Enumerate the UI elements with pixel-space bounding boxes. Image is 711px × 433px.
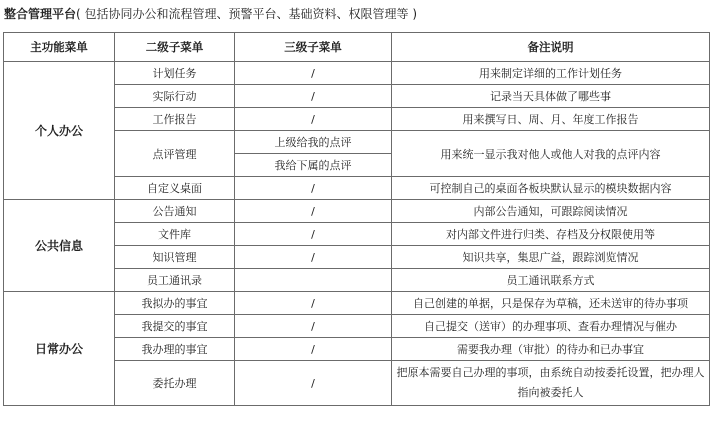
- third-menu: /: [235, 315, 392, 338]
- table-header-row: [4, 33, 710, 62]
- third-menu: /: [235, 292, 392, 315]
- third-menu: /: [235, 223, 392, 246]
- note: 用来制定详细的工作计划任务: [392, 62, 710, 85]
- third-menu: /: [235, 177, 392, 200]
- third-menu: [235, 269, 392, 292]
- table-row: [4, 200, 710, 223]
- sub-menu: 工作报告: [115, 108, 235, 131]
- menu-table: [3, 32, 710, 406]
- note: 自己创建的单据，只是保存为草稿，还未送审的待办事项: [392, 292, 710, 315]
- third-menu: 我给下属的点评: [235, 154, 392, 177]
- third-menu: /: [235, 85, 392, 108]
- sub-menu: 文件库: [115, 223, 235, 246]
- note: 记录当天具体做了哪些事: [392, 85, 710, 108]
- third-menu: 上级给我的点评: [235, 131, 392, 154]
- sub-menu: 知识管理: [115, 246, 235, 269]
- sub-menu: 员工通讯录: [115, 269, 235, 292]
- header-third-menu: 三级子菜单: [235, 33, 392, 62]
- main-menu-daily-office: 日常办公: [4, 292, 115, 406]
- third-menu: /: [235, 338, 392, 361]
- third-menu: /: [235, 62, 392, 85]
- sub-menu: 我办理的事宜: [115, 338, 235, 361]
- title-rest: ( 包括协同办公和流程管理、预警平台、基础资料、权限管理等 ): [76, 7, 418, 21]
- sub-menu: 我提交的事宜: [115, 315, 235, 338]
- sub-menu: 我拟办的事宜: [115, 292, 235, 315]
- third-menu: /: [235, 200, 392, 223]
- third-menu: /: [235, 108, 392, 131]
- note: 对内部文件进行归类、存档及分权限使用等: [392, 223, 710, 246]
- table-row: [4, 62, 710, 85]
- sub-menu: 自定义桌面: [115, 177, 235, 200]
- note: 知识共享，集思广益，跟踪浏览情况: [392, 246, 710, 269]
- sub-menu: 计划任务: [115, 62, 235, 85]
- table-row: [4, 292, 710, 315]
- sub-menu: 实际行动: [115, 85, 235, 108]
- sub-menu: 点评管理: [115, 131, 235, 177]
- main-menu-personal-office: 个人办公: [4, 62, 115, 200]
- header-second-menu: 二级子菜单: [115, 33, 235, 62]
- sub-menu: 委托办理: [115, 361, 235, 406]
- header-main-menu: 主功能菜单: [4, 33, 115, 62]
- note: 需要我办理（审批）的待办和已办事宜: [392, 338, 710, 361]
- sub-menu: 公告通知: [115, 200, 235, 223]
- note: 内部公告通知，可跟踪阅读情况: [392, 200, 710, 223]
- note: 把原本需要自己办理的事项，由系统自动按委托设置，把办理人指向被委托人: [392, 361, 710, 406]
- note: 用来撰写日、周、月、年度工作报告: [392, 108, 710, 131]
- third-menu: /: [235, 246, 392, 269]
- note: 自己提交（送审）的办理事项、查看办理情况与催办: [392, 315, 710, 338]
- third-menu: /: [235, 361, 392, 406]
- note: 用来统一显示我对他人或他人对我的点评内容: [392, 131, 710, 177]
- page-title: [4, 4, 417, 24]
- main-menu-public-info: 公共信息: [4, 200, 115, 292]
- note: 可控制自己的桌面各板块默认显示的模块数据内容: [392, 177, 710, 200]
- title-bold: 整合管理平台: [4, 7, 77, 21]
- header-notes: 备注说明: [392, 33, 710, 62]
- note: 员工通讯联系方式: [392, 269, 710, 292]
